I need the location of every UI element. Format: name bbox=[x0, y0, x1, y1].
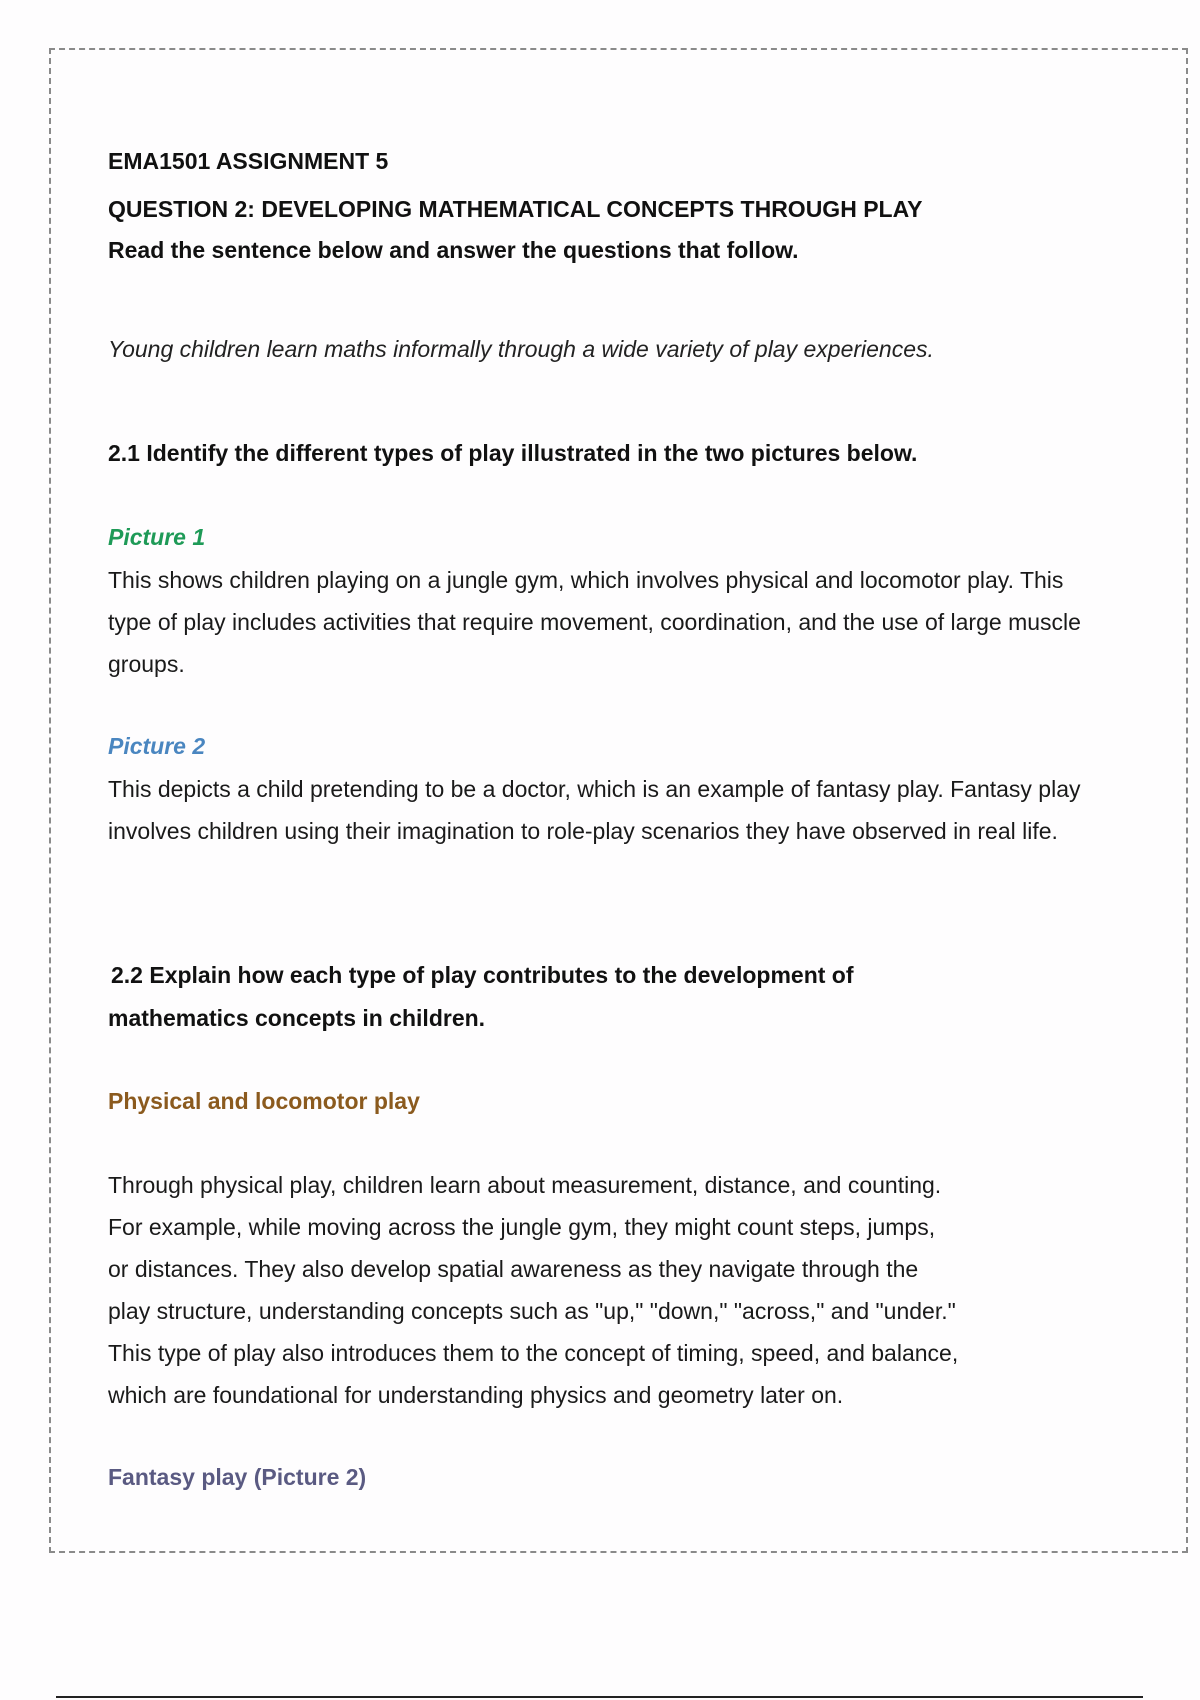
picture2-line: This depicts a child pretending to be a doctor, which is an example of fantasy play. Fantasy play bbox=[108, 776, 1081, 802]
picture2-label: Picture 2 bbox=[108, 733, 206, 759]
course-title: EMA1501 ASSIGNMENT 5 bbox=[108, 148, 389, 174]
physical-line: or distances. They also develop spatial awareness as they navigate through the bbox=[108, 1256, 919, 1282]
picture2-answer bbox=[108, 768, 1081, 852]
q21-prompt: 2.1 Identify the different types of play illustrated in the two pictures below. bbox=[108, 440, 918, 466]
picture1-line: type of play includes activities that require movement, coordination, and the use of large muscle bbox=[108, 609, 1081, 635]
picture1-label: Picture 1 bbox=[108, 524, 206, 550]
statement: Young children learn maths informally through a wide variety of play experiences. bbox=[108, 336, 934, 362]
picture1-line: This shows children playing on a jungle gym, which involves physical and locomotor play. This bbox=[108, 567, 1064, 593]
picture1-line: groups. bbox=[108, 651, 185, 677]
footer-rule bbox=[56, 1696, 1143, 1698]
picture1-answer bbox=[108, 559, 1081, 685]
physical-line: For example, while moving across the jungle gym, they might count steps, jumps, bbox=[108, 1214, 936, 1240]
physical-line: Through physical play, children learn about measurement, distance, and counting. bbox=[108, 1172, 942, 1198]
fantasy-play-heading: Fantasy play (Picture 2) bbox=[108, 1464, 367, 1490]
question-title: QUESTION 2: DEVELOPING MATHEMATICAL CONCEPTS THROUGH PLAY bbox=[108, 196, 923, 222]
instruction: Read the sentence below and answer the questions that follow. bbox=[108, 237, 799, 263]
physical-play-answer bbox=[108, 1164, 958, 1416]
q22-prompt-line2: mathematics concepts in children. bbox=[108, 1005, 486, 1031]
physical-line: play structure, understanding concepts such as "up," "down," "across," and "under." bbox=[108, 1298, 956, 1324]
physical-line: This type of play also introduces them to the concept of timing, speed, and balance, bbox=[108, 1340, 959, 1366]
physical-play-heading: Physical and locomotor play bbox=[108, 1088, 420, 1114]
physical-line: which are foundational for understanding physics and geometry later on. bbox=[108, 1382, 844, 1408]
picture2-line: involves children using their imagination to role-play scenarios they have observed in real life. bbox=[108, 818, 1058, 844]
q22-prompt-line1: 2.2 Explain how each type of play contributes to the development of bbox=[111, 962, 854, 988]
